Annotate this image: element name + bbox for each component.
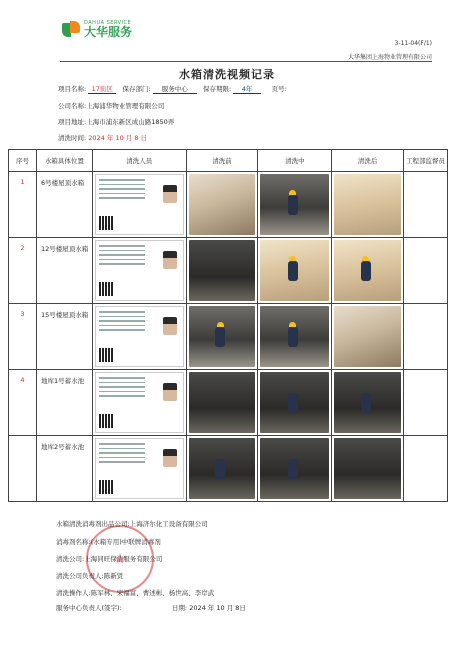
project-label: 项目名称: bbox=[58, 85, 87, 93]
header-divider bbox=[60, 61, 432, 62]
row-location: 地库2号蓄水池 bbox=[36, 436, 92, 502]
staff-certificate-image bbox=[95, 306, 184, 367]
cleaning-operators: 清洗操作人:陈军林、宋福富、曹述彬、杨世高、李岸武 bbox=[56, 589, 215, 597]
dept-label: 保存部门: bbox=[122, 85, 151, 93]
period-value: 4年 bbox=[233, 84, 261, 94]
logo-icon bbox=[62, 21, 80, 39]
time-value: 2024 年 10 月 8 日 bbox=[88, 134, 148, 142]
page-title: 水箱清洗视频记录 bbox=[179, 68, 275, 81]
before-cleaning-photo bbox=[189, 174, 256, 235]
staff-certificate-image bbox=[95, 372, 184, 433]
row-location: 地库1号蓄水池 bbox=[36, 370, 92, 436]
disinfectant-name: 消毒剂名称:(水箱专用)中联牌消毒剂 bbox=[56, 538, 161, 546]
table-row bbox=[9, 238, 448, 304]
header-company-name: 大华集团上海物业管理有限公司 bbox=[347, 54, 432, 61]
staff-certificate-image bbox=[95, 174, 184, 235]
dept-value: 服务中心 bbox=[153, 84, 197, 94]
brand-logo bbox=[62, 20, 132, 39]
period-label: 保存期限: bbox=[202, 85, 232, 93]
address-line: 项目地址:上海市浦东新区成山路1850弄 bbox=[58, 118, 175, 126]
during-cleaning-photo bbox=[260, 372, 329, 433]
date-label: 日期: bbox=[171, 604, 188, 612]
row-location: 15号楼屋顶水箱 bbox=[36, 304, 92, 370]
cleaning-record-table bbox=[8, 149, 448, 502]
table-row bbox=[9, 304, 448, 370]
header-during: 清洗中 bbox=[258, 150, 332, 172]
after-cleaning-photo bbox=[334, 240, 401, 301]
before-cleaning-photo bbox=[189, 372, 256, 433]
header-staff: 清洗人员 bbox=[92, 150, 186, 172]
table-row bbox=[9, 436, 448, 502]
after-cleaning-photo bbox=[334, 306, 401, 367]
header-index: 序号 bbox=[9, 150, 37, 172]
table-row bbox=[9, 370, 448, 436]
header-supervisor: 工程部监督员 bbox=[404, 150, 448, 172]
signature-line bbox=[56, 603, 246, 612]
company-line: 公司名称:上海浦华物业管理有限公司 bbox=[58, 102, 165, 110]
supervisor-cell bbox=[404, 172, 448, 238]
sign-label: 服务中心负责人(签字): bbox=[56, 604, 122, 612]
logo-english-text: DAHUA SERVICE bbox=[84, 20, 132, 26]
header-before: 清洗前 bbox=[186, 150, 258, 172]
time-label: 清洗时间: bbox=[58, 134, 87, 142]
header-after: 清洗后 bbox=[332, 150, 404, 172]
row-index bbox=[9, 436, 37, 502]
row-index: 1 bbox=[9, 172, 37, 238]
table-row bbox=[9, 172, 448, 238]
row-index: 3 bbox=[9, 304, 37, 370]
row-index: 4 bbox=[9, 370, 37, 436]
after-cleaning-photo bbox=[334, 372, 401, 433]
cleaning-manager: 清洗公司负责人:陈新贤 bbox=[56, 572, 124, 580]
staff-certificate-image bbox=[95, 240, 184, 301]
after-cleaning-photo bbox=[334, 438, 401, 499]
supervisor-cell bbox=[404, 370, 448, 436]
during-cleaning-photo bbox=[260, 438, 329, 499]
document-code: 3-11-04(F/1) bbox=[394, 40, 432, 47]
disinfectant-company: 水箱清洗消毒剂出品公司:上海济尔化工设备有限公司 bbox=[56, 520, 208, 528]
info-line-project bbox=[58, 84, 287, 94]
before-cleaning-photo bbox=[189, 306, 256, 367]
date-value: 2024 年 10 月 8日 bbox=[189, 604, 246, 612]
row-location: 12号楼屋顶水箱 bbox=[36, 238, 92, 304]
info-line-time bbox=[58, 133, 147, 142]
logo-chinese-text: 大华服务 bbox=[84, 25, 133, 39]
page-number-label: 页号: bbox=[271, 85, 287, 93]
row-location: 6号楼屋顶水箱 bbox=[36, 172, 92, 238]
supervisor-cell bbox=[404, 304, 448, 370]
during-cleaning-photo bbox=[260, 240, 329, 301]
header-location: 水箱具体位置 bbox=[36, 150, 92, 172]
during-cleaning-photo bbox=[260, 306, 329, 367]
supervisor-cell bbox=[404, 238, 448, 304]
project-value: 17街区 bbox=[88, 84, 116, 94]
staff-certificate-image bbox=[95, 438, 184, 499]
table-header-row bbox=[9, 150, 448, 172]
before-cleaning-photo bbox=[189, 240, 256, 301]
before-cleaning-photo bbox=[189, 438, 256, 499]
supervisor-cell bbox=[404, 436, 448, 502]
row-index: 2 bbox=[9, 238, 37, 304]
during-cleaning-photo bbox=[260, 174, 329, 235]
cleaning-company: 清洗公司:上海同旺保洁服务有限公司 bbox=[56, 555, 163, 563]
after-cleaning-photo bbox=[334, 174, 401, 235]
